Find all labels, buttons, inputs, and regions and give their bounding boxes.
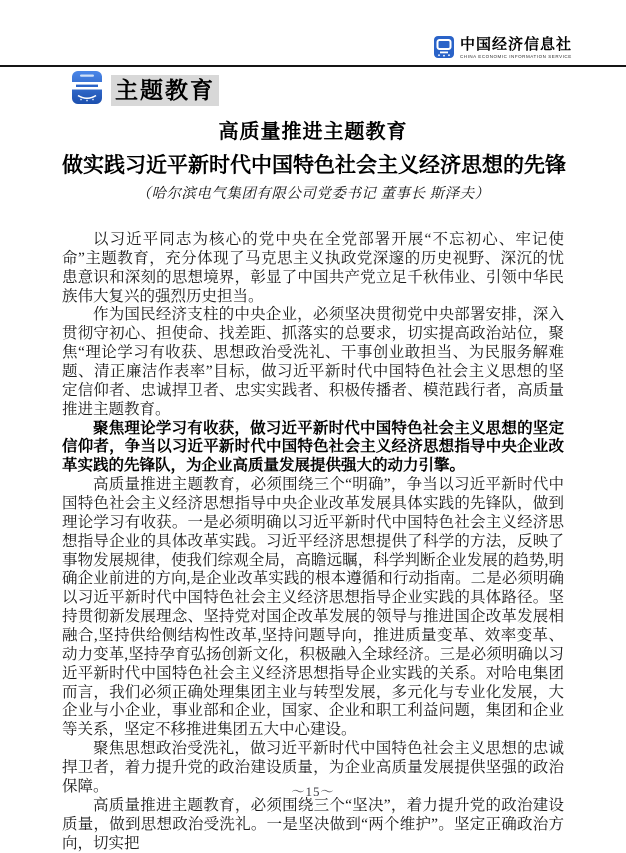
article-paragraph: 作为国民经济支柱的中央企业，必须坚决贯彻党中央部署安排，深入贯彻守初心、担使命、找差距、抓落实的总要求，切实提高政治站位，聚焦“理论学习有收获、思想政治受洗礼、干事创业敢担当、为民服务解难题、清正廉洁作表率”目标，做习近平新时代中国特色社会主义思想的坚定信仰者、忠诚捍卫者、忠实实践者、积极传播者、模范践行者，高质量推进主题教育。 <box>62 306 564 418</box>
publisher-logo-text <box>460 36 572 60</box>
article-subtitle: 做实践习近平新时代中国特色社会主义经济思想的先锋 <box>62 154 566 177</box>
article-paragraph: 聚焦理论学习有收获，做习近平新时代中国特色社会主义思想的坚定信仰者，争当以习近平新时代中国特色社会主义经济思想指导中央企业改革实践的先锋队，为企业高质量发展提供强大的动力引擎。 <box>62 419 564 475</box>
section-badge-icon <box>72 71 102 109</box>
article <box>62 120 564 853</box>
article-title: 高质量推进主题教育 <box>218 121 408 143</box>
section-badge-label: 主题教育 <box>111 75 219 106</box>
article-paragraph: 以习近平同志为核心的党中央在全党部署开展“不忘初心、牢记使命”主题教育，充分体现了马克思主义执政党深邃的历史视野、深沉的忧患意识和深刻的思想境界，彰显了中国共产党立足千秋伟业、引领中华民族伟大复兴的强烈历史担当。 <box>62 231 564 305</box>
article-byline: （哈尔滨电气集团有限公司党委书记 董事长 斯泽夫） <box>136 186 490 202</box>
article-body <box>62 231 564 853</box>
article-paragraph: 聚焦思想政治受洗礼，做习近平新时代中国特色社会主义思想的忠诚捍卫者，着力提升党的政治建设质量，为企业高质量发展提供坚强的政治保障。 <box>62 740 564 795</box>
section-badge <box>72 73 219 107</box>
page-number: ～15～ <box>291 784 335 799</box>
article-paragraph: 高质量推进主题教育，必须围绕三个“明确”，争当以习近平新时代中国特色社会主义经济思想指导中央企业改革发展具体实践的先锋队，做到理论学习有收获。一是必须明确以习近平新时代中国特色社会主义经济思想指导企业的具体改革实践。习近平经济思想提供了科学的方法，反映了事物发展规律，使我们综观全局，高瞻远瞩，科学判断企业发展的趋势,明确企业前进的方向,是企业改革实践的根本遵循和行动指南。二是必须明确以习近平新时代中国特色社会主义经济思想指导企业实践的具体路径。坚持贯彻新发展理念、坚持党对国企改革发展的领导与推进国企改革发展相融合,坚持供给侧结构性改革,坚持问题导向，推进质量变革、效率变革、动力变革,坚持孕育弘扬创新文化，积极融入全球经济。三是必须明确以习近平新时代中国特色社会主义经济思想指导企业实践的关系。对哈电集团而言，我们必须正确处理集团主业与转型发展，多元化与专业化发展，大企业与小企业，事业部和企业，国家、企业和职工利益问题，集团和企业等关系，坚定不移推进集团五大中心建设。 <box>62 476 564 739</box>
publisher-name: 中国经济信息社 <box>459 36 572 53</box>
publisher-logo <box>434 36 572 63</box>
article-paragraph: 高质量推进主题教育，必须围绕三个“坚决”，着力提升党的政治建设质量，做到思想政治受洗礼。一是坚决做到“两个维护”。坚定正确政治方向，切实把 <box>62 796 564 852</box>
publisher-logo-icon <box>434 36 454 63</box>
header-divider <box>0 65 626 67</box>
publisher-tagline: CHINA ECONOMIC INFORMATION SERVICE <box>459 54 572 59</box>
